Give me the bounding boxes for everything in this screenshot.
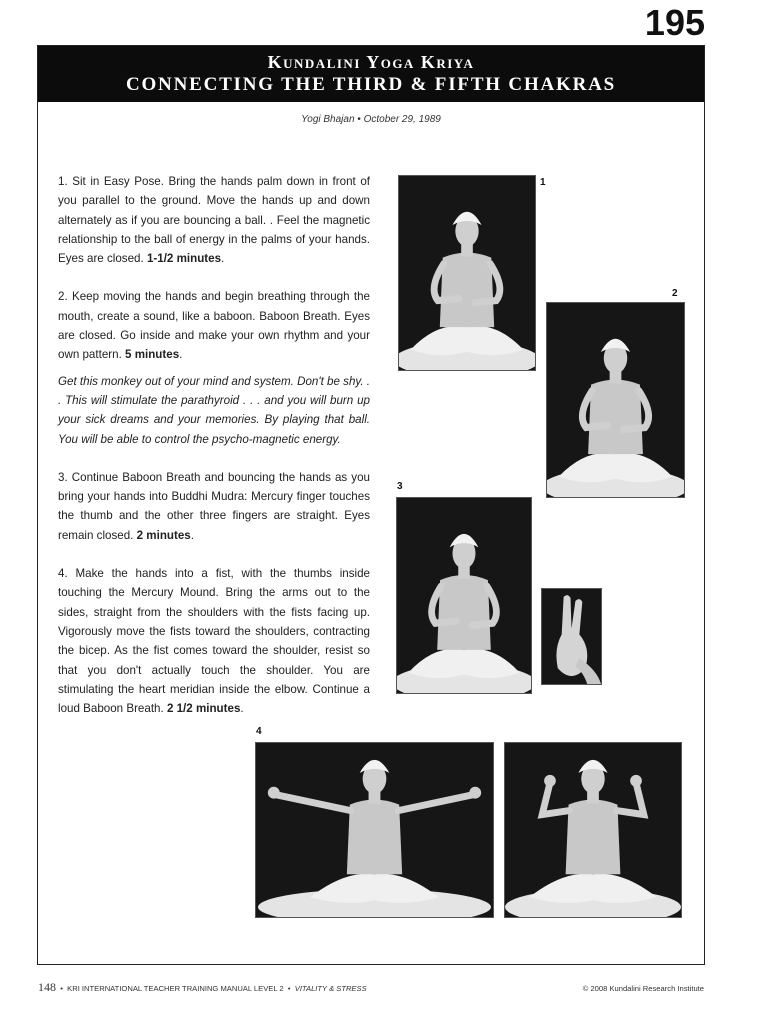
title-bar — [38, 46, 704, 102]
byline: Yogi Bhajan • October 29, 1989 — [301, 114, 441, 125]
step-3: 3. Continue Baboon Breath and bouncing the hands as you bring your hands into Buddhi Mudra: Mercury finger touches the thumb and the other three fingers are straight. Eyes remain closed. 2 minutes. — [58, 470, 370, 542]
pose-4a-photo — [255, 742, 494, 918]
footer-subtitle: VITALITY & STRESS — [294, 984, 367, 993]
step-4-duration: 2 1/2 minutes — [166, 702, 241, 716]
figure-label-2: 2 — [672, 288, 678, 299]
buddhi-mudra-hand-photo — [541, 588, 602, 685]
step-4: 4. Make the hands into a fist, with the thumbs inside touching the Mercury Mound. Bring the arms out to the sides, straight from the shoulders with the fists facing up. Vigorously move the fists toward the shoulders, contracting the bicep. As the fist comes toward the shoulder, resist so that you don't actually touch the shoulder. You are stimulating the heart meridian inside the elbow. Continue a loud Baboon Breath. 2 1/2 minutes. — [58, 567, 370, 716]
figure-label-4: 4 — [256, 726, 262, 737]
pose-4b-photo — [504, 742, 682, 918]
yogi-bhajan-quote: Get this monkey out of your mind and system. Don't be shy. . . This will stimulate the parathyroid . . . and you will burn up your sick dreams and your memories. By playing that ball. You will be able to control the psycho-magnetic energy. — [58, 374, 370, 446]
step-2-duration: 5 minutes — [125, 348, 180, 362]
step-1: 1. Sit in Easy Pose. Bring the hands palm down in front of you parallel to the ground. Move the hands up and down alternately as if you are bouncing a ball. . Feel the magnetic relationship to the ball of energy in the palms of your hands. Eyes are closed. 1-1/2 minutes. — [58, 175, 370, 266]
figure-label-1: 1 — [540, 177, 546, 188]
kriya-heading: Kundalini Yoga Kriya — [267, 52, 475, 72]
footer-copyright: © 2008 Kundalini Research Institute — [582, 984, 704, 993]
pose-2-photo — [546, 302, 685, 498]
step-2: 2. Keep moving the hands and begin breathing through the mouth, create a sound, like a baboon. Baboon Breath. Eyes are closed. Go inside and make your own rhythm and your own pattern. 5 minutes. — [58, 290, 370, 362]
figure-label-3: 3 — [397, 481, 403, 492]
footer-manual-title: KRI INTERNATIONAL TEACHER TRAINING MANUAL LEVEL 2 — [67, 984, 284, 993]
pose-3-photo — [396, 497, 532, 694]
step-3-duration: 2 minutes — [136, 528, 191, 542]
footer-left: 148 • KRI INTERNATIONAL TEACHER TRAINING MANUAL LEVEL 2 • VITALITY & STRESS — [38, 980, 367, 994]
pose-1-photo — [398, 175, 536, 371]
page-number: 195 — [644, 2, 705, 43]
footer-page-number: 148 — [38, 980, 56, 994]
instructions-column — [58, 172, 370, 737]
step-1-duration: 1-1/2 minutes — [146, 252, 222, 266]
kriya-title: CONNECTING THE THIRD & FIFTH CHAKRAS — [125, 74, 617, 95]
